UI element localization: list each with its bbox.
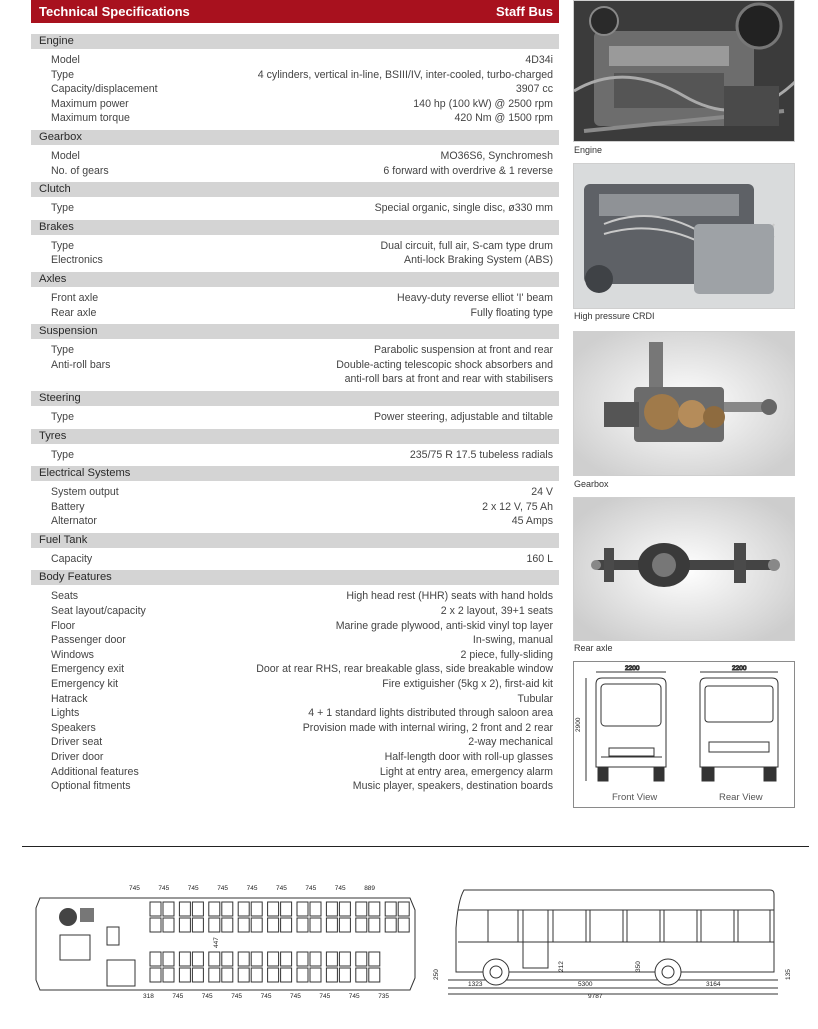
seat	[281, 968, 292, 982]
seat	[281, 902, 292, 916]
top-dimension-label: 745	[246, 885, 258, 892]
engine-caption: Engine	[574, 145, 603, 155]
spec-value-line: In-swing, manual	[472, 634, 553, 647]
spec-label: Battery	[51, 500, 85, 513]
seat	[369, 918, 380, 932]
front-rear-views	[573, 661, 795, 808]
seat	[251, 902, 262, 916]
spec-row	[31, 721, 559, 736]
spec-value	[336, 358, 553, 387]
spec-row	[31, 164, 559, 179]
spec-label: Passenger door	[51, 634, 126, 647]
section-heading: Body Features	[31, 570, 559, 585]
section-heading: Suspension	[31, 324, 559, 339]
seat	[268, 918, 279, 932]
spec-value-line: Music player, speakers, destination boards	[352, 780, 553, 793]
spec-row	[31, 779, 559, 794]
spec-label: Maximum torque	[51, 112, 130, 125]
spec-row	[31, 589, 559, 604]
spec-value	[441, 149, 553, 164]
spec-value-line: Light at entry area, emergency alarm	[379, 765, 553, 778]
spec-value	[382, 677, 553, 692]
spec-label: Seats	[51, 590, 79, 603]
gearbox-caption: Gearbox	[574, 479, 609, 489]
spec-label: Seat layout/capacity	[51, 605, 146, 618]
side-view-drawing	[428, 880, 800, 1000]
spec-label: Model	[51, 54, 80, 66]
spec-value	[353, 779, 553, 794]
seat	[326, 968, 337, 982]
spec-title: Technical Specifications	[39, 4, 190, 19]
spec-label: Type	[51, 239, 74, 252]
spec-value-line: anti-roll bars at front and rear with stabilisers	[344, 373, 553, 386]
section-heading: Brakes	[31, 220, 559, 235]
spec-value	[455, 111, 554, 126]
spec-label: Alternator	[51, 515, 97, 528]
bottom-dimension-label: 745	[319, 993, 331, 1000]
front-view-label: Front View	[612, 792, 658, 803]
spec-value	[303, 721, 553, 736]
spec-label: Capacity/displacement	[51, 83, 158, 96]
seat	[385, 918, 396, 932]
seat	[356, 918, 367, 932]
spec-label: Type	[51, 448, 74, 461]
spec-value-line: 160 L	[526, 552, 553, 565]
spec-row	[31, 514, 559, 529]
seat	[251, 968, 262, 982]
seat	[179, 918, 190, 932]
spec-row	[31, 358, 559, 387]
seat	[179, 968, 190, 982]
seat	[192, 968, 203, 982]
spec-label: Anti-roll bars	[51, 358, 111, 371]
seat	[222, 918, 233, 932]
seat	[238, 902, 249, 916]
spec-value-line: Fully floating type	[470, 306, 553, 319]
front-height-dim: 2900	[575, 717, 582, 732]
spec-value-line: Dual circuit, full air, S-cam type drum	[380, 239, 553, 252]
spec-row	[31, 706, 559, 721]
spec-row	[31, 677, 559, 692]
top-dimension-label: 745	[334, 885, 346, 892]
section-heading: Gearbox	[31, 130, 559, 145]
spec-label: Windows	[51, 648, 94, 661]
spec-value	[375, 201, 553, 216]
spec-value-line: Power steering, adjustable and tiltable	[373, 410, 553, 423]
seat	[268, 968, 279, 982]
seat	[356, 968, 367, 982]
seat	[179, 902, 190, 916]
spec-value-line: Anti-lock Braking System (ABS)	[404, 254, 553, 267]
spec-label: Driver door	[51, 751, 104, 763]
spec-row	[31, 68, 559, 83]
seat	[192, 952, 203, 966]
left-height-dim: 250	[433, 969, 440, 980]
wheelbase-dim: 5300	[578, 981, 593, 988]
section-heading: Fuel Tank	[31, 533, 559, 548]
spec-value	[336, 619, 553, 634]
seat	[356, 952, 367, 966]
spec-row	[31, 552, 559, 567]
front-width-dim: 2200	[625, 665, 640, 672]
crdi-caption: High pressure CRDI	[574, 311, 655, 321]
spec-label: Floor	[51, 619, 76, 632]
spec-value-line: 4D34i	[525, 54, 553, 66]
spec-value	[413, 97, 553, 112]
seat	[339, 968, 350, 982]
spec-label: Front axle	[51, 291, 99, 304]
seat	[222, 968, 233, 982]
seat	[398, 918, 409, 932]
spec-row	[31, 500, 559, 515]
spec-value	[482, 500, 553, 515]
spec-row	[31, 735, 559, 750]
seat	[281, 918, 292, 932]
spec-value	[381, 239, 554, 254]
spec-value	[531, 485, 553, 500]
spec-row	[31, 201, 559, 216]
seat	[310, 968, 321, 982]
section-heading: Electrical Systems	[31, 466, 559, 481]
spec-row	[31, 648, 559, 663]
spec-value-line: 4 + 1 standard lights distributed through saloon area	[308, 707, 553, 720]
section-heading: Axles	[31, 272, 559, 287]
seat	[179, 952, 190, 966]
rear-height-dim: 135	[785, 969, 792, 980]
spec-label: No. of gears	[51, 164, 109, 177]
spec-value-line: Marine grade plywood, anti-skid vinyl top layer	[335, 619, 553, 632]
spec-value	[346, 589, 553, 604]
spec-row	[31, 239, 559, 254]
seat	[339, 952, 350, 966]
bottom-dimension-label: 745	[201, 993, 213, 1000]
spec-value	[374, 343, 553, 358]
top-dimension-label: 745	[276, 885, 287, 892]
seat	[297, 952, 308, 966]
top-dimension-label: 745	[305, 885, 317, 892]
bottom-dimension-label: 318	[143, 993, 154, 1000]
seat	[150, 918, 161, 932]
seat	[310, 952, 321, 966]
spec-value-line: 2 x 12 V, 75 Ah	[482, 500, 553, 513]
spec-row	[31, 485, 559, 500]
rear-width-dim: 2200	[732, 665, 747, 672]
seat	[369, 952, 380, 966]
spec-label: System output	[51, 486, 119, 499]
seat	[192, 902, 203, 916]
seat	[163, 918, 174, 932]
seat	[251, 952, 262, 966]
spec-value	[385, 750, 553, 765]
front-overhang-dim: 1323	[468, 981, 483, 988]
spec-row	[31, 633, 559, 648]
spec-value-line: 2-way mechanical	[468, 736, 553, 749]
spec-row	[31, 750, 559, 765]
spec-list	[31, 34, 559, 794]
spec-value	[256, 662, 553, 677]
seat	[163, 968, 174, 982]
seat	[326, 952, 337, 966]
spec-label: Emergency kit	[51, 678, 119, 691]
bottom-dimension-label: 745	[348, 993, 360, 1000]
spec-row	[31, 82, 559, 97]
spec-row	[31, 692, 559, 707]
spec-label: Speakers	[51, 721, 96, 734]
seat	[150, 902, 161, 916]
spec-value-line: Tubular	[517, 692, 553, 705]
spec-value-line: 6 forward with overdrive & 1 reverse	[383, 164, 553, 177]
seat	[238, 918, 249, 932]
seat	[356, 902, 367, 916]
seat	[339, 918, 350, 932]
spec-value-line: Fire extiguisher (5kg x 2), first-aid kit	[382, 678, 553, 691]
bottom-dimension-label: 735	[378, 993, 390, 1000]
spec-header-bar	[31, 0, 559, 23]
seat	[310, 918, 321, 932]
spec-label: Emergency exit	[51, 663, 125, 676]
spec-value-line: 3907 cc	[515, 83, 553, 96]
seat	[238, 968, 249, 982]
spec-label: Rear axle	[51, 306, 97, 319]
spec-value-line: 2 piece, fully-sliding	[460, 648, 553, 661]
spec-label: Maximum power	[51, 97, 129, 110]
seat	[268, 902, 279, 916]
seat	[310, 902, 321, 916]
spec-value	[308, 706, 553, 721]
spec-label: Type	[51, 410, 74, 423]
bottom-dimension-label: 745	[290, 993, 301, 1000]
seat	[209, 968, 220, 982]
spec-value	[468, 735, 553, 750]
specifications-panel	[31, 0, 559, 794]
section-heading: Steering	[31, 391, 559, 406]
spec-value	[441, 604, 553, 619]
engine-photo	[573, 0, 795, 142]
bottom-dimension-label: 745	[231, 993, 243, 1000]
spec-label: Hatrack	[51, 692, 88, 705]
rear-view-label: Rear View	[719, 792, 763, 803]
seat	[209, 952, 220, 966]
spec-label: Lights	[51, 707, 80, 720]
spec-value	[517, 692, 553, 707]
bottom-dimension-label: 745	[260, 993, 272, 1000]
spec-value-line: Special organic, single disc, ø330 mm	[374, 202, 553, 215]
top-dimension-label: 745	[129, 885, 140, 892]
section-heading: Clutch	[31, 182, 559, 197]
spec-value-line: Half-length door with roll-up glasses	[384, 751, 553, 763]
spec-value	[471, 306, 553, 321]
spec-value-line: 420 Nm @ 1500 rpm	[454, 112, 553, 125]
bus-views-drawing	[574, 662, 796, 809]
spec-value-line: Heavy-duty reverse elliot 'I' beam	[397, 291, 553, 304]
seat	[369, 968, 380, 982]
crdi-photo	[573, 163, 795, 309]
spec-value-line: Parabolic suspension at front and rear	[373, 344, 553, 357]
spec-value-line: 140 hp (100 kW) @ 2500 rpm	[413, 97, 553, 110]
section-heading: Tyres	[31, 429, 559, 444]
rear-axle-photo	[573, 497, 795, 641]
seat	[385, 902, 396, 916]
seat	[150, 952, 161, 966]
seat	[209, 902, 220, 916]
top-dimension-label: 889	[364, 885, 376, 892]
spec-value-line: Provision made with internal wiring, 2 front and 2 rear	[302, 721, 553, 734]
spec-row	[31, 410, 559, 425]
spec-row	[31, 53, 559, 68]
seat	[222, 952, 233, 966]
spec-value	[374, 410, 553, 425]
spec-value-line: Door at rear RHS, rear breakable glass, side breakable window	[256, 663, 553, 676]
seat	[369, 902, 380, 916]
seat	[297, 902, 308, 916]
spec-value-line: 45 Amps	[511, 515, 553, 528]
spec-value	[380, 765, 553, 780]
seat	[251, 918, 262, 932]
model-name: Staff Bus	[495, 4, 553, 19]
rear-axle-caption: Rear axle	[574, 643, 613, 653]
spec-value-line: 2 x 2 layout, 39+1 seats	[440, 605, 553, 618]
spec-value	[512, 514, 553, 529]
spec-value	[473, 633, 553, 648]
spec-label: Type	[51, 202, 74, 215]
spec-row	[31, 662, 559, 677]
seat	[163, 902, 174, 916]
spec-value	[516, 82, 553, 97]
section-heading: Engine	[31, 34, 559, 49]
spec-label: Driver seat	[51, 736, 103, 749]
spec-value	[525, 53, 553, 68]
spec-row	[31, 306, 559, 321]
spec-value-line: 24 V	[531, 486, 553, 499]
top-dimension-label: 745	[187, 885, 199, 892]
spec-label: Electronics	[51, 254, 103, 267]
bottom-dimension-label: 745	[172, 993, 184, 1000]
seat	[222, 902, 233, 916]
spec-row	[31, 253, 559, 268]
seat	[238, 952, 249, 966]
seat	[268, 952, 279, 966]
spec-row	[31, 448, 559, 463]
seat	[326, 918, 337, 932]
spec-value-line: High head rest (HHR) seats with hand holds	[346, 590, 553, 603]
seat	[297, 918, 308, 932]
spec-value-line: 4 cylinders, vertical in-line, BSIII/IV, inter-cooled, turbo-charged	[257, 68, 553, 81]
seat	[209, 918, 220, 932]
seat	[163, 952, 174, 966]
spec-value-line: 235/75 R 17.5 tubeless radials	[409, 448, 553, 461]
spec-value	[404, 253, 553, 268]
spec-row	[31, 765, 559, 780]
spec-label: Type	[51, 344, 74, 357]
spec-value-line: Double-acting telescopic shock absorbers and	[336, 358, 553, 371]
spec-row	[31, 149, 559, 164]
seat	[297, 968, 308, 982]
spec-row	[31, 604, 559, 619]
aisle-dim: 447	[213, 937, 220, 948]
spec-label: Optional fitments	[51, 780, 131, 793]
spec-value	[383, 164, 553, 179]
spec-value	[397, 291, 553, 306]
spec-row	[31, 111, 559, 126]
spec-value	[526, 552, 553, 567]
top-dimension-label: 745	[158, 885, 170, 892]
mid-height-dim: 350	[635, 961, 642, 972]
divider-line	[22, 846, 809, 847]
spec-label: Capacity	[51, 552, 93, 565]
spec-row	[31, 97, 559, 112]
seating-floor-plan	[32, 880, 417, 1000]
seat	[339, 902, 350, 916]
seat	[398, 902, 409, 916]
rear-overhang-dim: 3164	[706, 981, 721, 988]
spec-row	[31, 291, 559, 306]
step-height-dim: 212	[558, 961, 565, 972]
spec-value	[410, 448, 553, 463]
spec-label: Type	[51, 68, 74, 81]
spec-value	[258, 68, 553, 83]
seat	[326, 902, 337, 916]
spec-label: Additional features	[51, 765, 139, 778]
spec-value-line: MO36S6, Synchromesh	[440, 149, 553, 162]
overall-length-dim: 9787	[588, 993, 603, 1000]
seat	[150, 968, 161, 982]
spec-row	[31, 619, 559, 634]
seat	[281, 952, 292, 966]
spec-value	[461, 648, 553, 663]
top-dimension-label: 745	[217, 885, 229, 892]
seat	[192, 918, 203, 932]
gearbox-photo	[573, 331, 795, 476]
spec-label: Model	[51, 149, 80, 162]
spec-row	[31, 343, 559, 358]
